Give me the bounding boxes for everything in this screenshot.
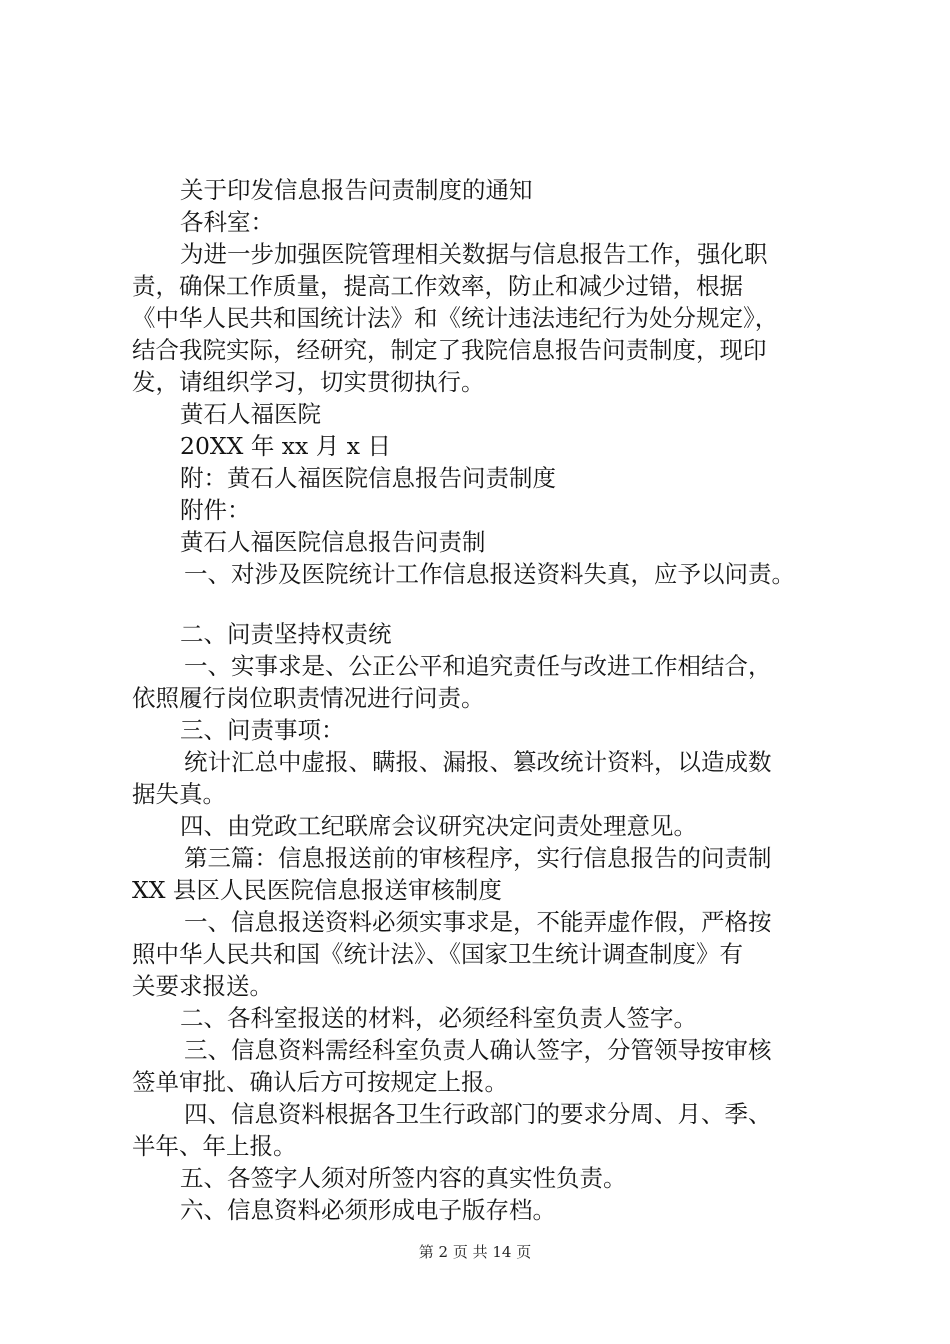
attachment-note: 附：黄石人福医院信息报告问责制度 (180, 464, 556, 492)
section-heading: 二、问责坚持权责统 (180, 620, 392, 648)
paragraph-line: 一、信息报送资料必须实事求是，不能弄虚作假，严格按 (184, 908, 772, 936)
paragraph-line: 据失真。 (132, 780, 226, 808)
paragraph-line: 结合我院实际，经研究，制定了我院信息报告问责制度，现印 (132, 336, 767, 364)
paragraph-line: 一、对涉及医院统计工作信息报送资料失真，应予以问责。 (184, 560, 795, 588)
issuer-name: 黄石人福医院 (180, 400, 321, 428)
paragraph-line: 半年、年上报。 (132, 1132, 297, 1160)
attachment-title: 黄石人福医院信息报告问责制 (180, 528, 486, 556)
chapter-subheading: XX 县区人民医院信息报送审核制度 (132, 876, 502, 904)
paragraph-line: 签单审批、确认后方可按规定上报。 (132, 1068, 508, 1096)
paragraph-line: 责，确保工作质量，提高工作效率，防止和减少过错，根据 (132, 272, 743, 300)
section-heading: 三、问责事项： (180, 716, 345, 744)
page-footer: 第 2 页 共 14 页 (418, 1243, 532, 1261)
salutation: 各科室： (180, 208, 274, 236)
paragraph-line: 为进一步加强医院管理相关数据与信息报告工作，强化职 (180, 240, 768, 268)
paragraph-line: 六、信息资料必须形成电子版存档。 (180, 1196, 556, 1224)
paragraph-line: 四、由党政工纪联席会议研究决定问责处理意见。 (180, 812, 697, 840)
paragraph-line: 关要求报送。 (132, 972, 273, 1000)
paragraph-line: 三、信息资料需经科室负责人确认签字，分管领导按审核 (184, 1036, 772, 1064)
paragraph-line: 一、实事求是、公正公平和追究责任与改进工作相结合， (184, 652, 772, 680)
paragraph-line: 依照履行岗位职责情况进行问责。 (132, 684, 485, 712)
paragraph-line: 二、各科室报送的材料，必须经科室负责人签字。 (180, 1004, 697, 1032)
paragraph-line: 五、各签字人须对所签内容的真实性负责。 (180, 1164, 627, 1192)
attachment-label: 附件： (180, 496, 251, 524)
blank-line (132, 590, 852, 618)
issue-date: 20XX 年 xx 月 x 日 (180, 432, 391, 460)
notice-title: 关于印发信息报告问责制度的通知 (180, 176, 533, 204)
chapter-heading: 第三篇：信息报送前的审核程序，实行信息报告的问责制 (184, 844, 772, 872)
paragraph-line: 《中华人民共和国统计法》和《统计违法违纪行为处分规定》， (132, 304, 779, 332)
document-body (132, 174, 852, 1226)
paragraph-line: 发，请组织学习，切实贯彻执行。 (132, 368, 485, 396)
paragraph-line: 统计汇总中虚报、瞒报、漏报、篡改统计资料，以造成数 (184, 748, 772, 776)
paragraph-line: 照中华人民共和国《统计法》、《国家卫生统计调查制度》有 (132, 940, 743, 968)
paragraph-line: 四、信息资料根据各卫生行政部门的要求分周、月、季、 (184, 1100, 772, 1128)
